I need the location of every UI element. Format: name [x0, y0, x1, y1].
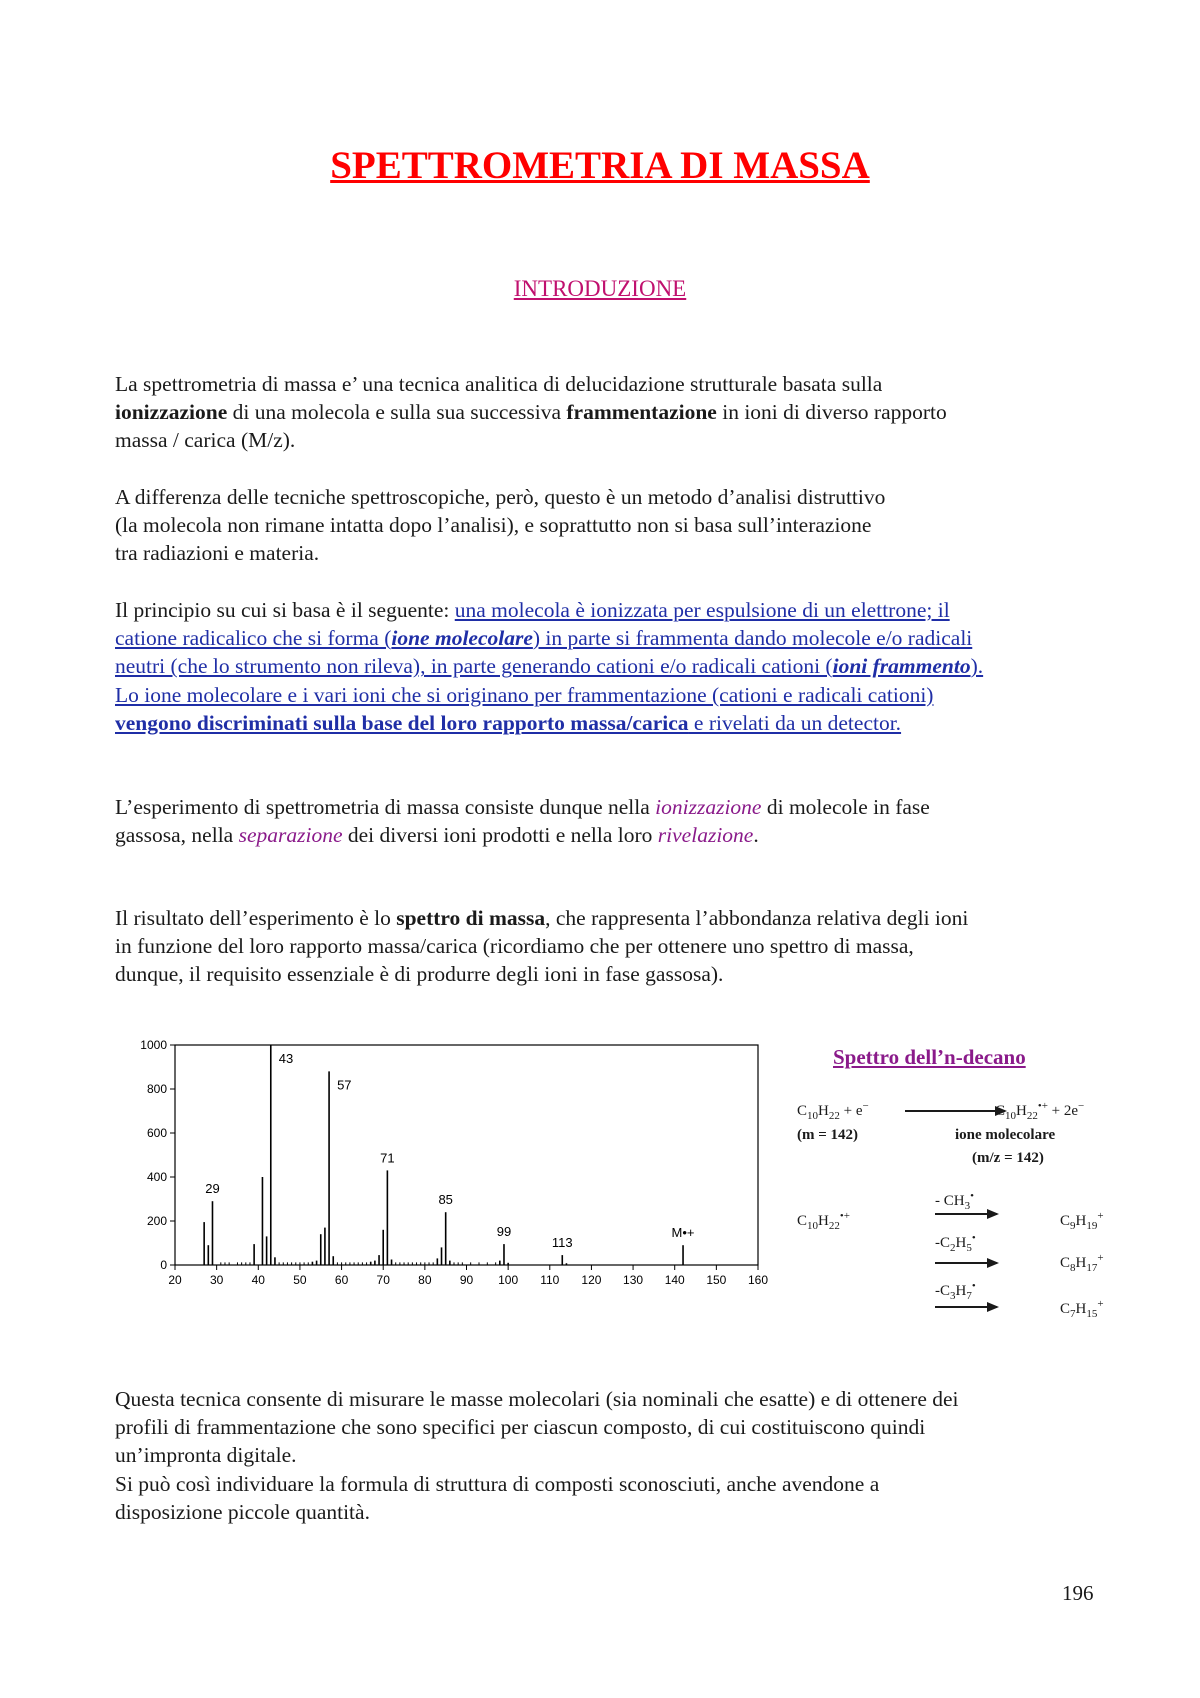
text-line: Il principio su cui si basa è il seguente: una molecola è ionizzata per espulsione di un elettrone; il [115, 598, 950, 622]
text-line: in funzione del loro rapporto massa/carica (ricordiamo che per ottenere uno spettro di massa, [115, 934, 914, 959]
page-number: 196 [1062, 1581, 1094, 1605]
fragment-product: $C_7H_{15}^+$ [1060, 1298, 1104, 1320]
y-tick-label: 0 [160, 1258, 167, 1272]
text-line: un’impronta digitale. [115, 1443, 297, 1468]
x-tick-label: 100 [498, 1273, 519, 1287]
peak-label: 99 [496, 1224, 512, 1240]
text-line: catione radicalico che si forma (ione molecolare) in parte si frammenta dando molecole e/o radicali [115, 626, 973, 651]
x-tick-label: 150 [706, 1273, 727, 1287]
fragment-reactant: $C_{10}H_{22}^{•+}$ [797, 1210, 850, 1232]
peak-label: 71 [380, 1150, 395, 1166]
peak-label: M•+ [671, 1225, 695, 1241]
reaction-arrow [905, 1110, 1005, 1112]
y-tick-label: 800 [146, 1082, 167, 1096]
mz-label: (m/z = 142) [972, 1150, 1044, 1166]
text-line: profili di frammentazione che sono specifici per ciascun composto, di cui costituiscono quindi [115, 1415, 926, 1440]
y-tick-label: 400 [146, 1170, 167, 1184]
paragraph-result [115, 904, 1105, 989]
text-line: tra radiazioni e materia. [115, 541, 320, 566]
section-heading: INTRODUZIONE [513, 276, 687, 301]
y-tick-label: 200 [146, 1214, 167, 1228]
paragraph-applications [115, 1385, 1105, 1526]
text-line: Si può così individuare la formula di struttura di composti sconosciuti, anche avendone a [115, 1471, 880, 1496]
reactant-formula: $C_{10}H_{22} + e^-$ [797, 1100, 869, 1122]
loss-label: $-C_3H_7^•$ [935, 1280, 976, 1302]
text-line: massa / carica (M/z). [115, 428, 296, 453]
text-line: dunque, il requisito essenziale è di produrre degli ioni in fase gassosa). [115, 962, 724, 987]
peak-label: 85 [438, 1192, 453, 1208]
text-line: Il risultato dell’esperimento è lo spettro di massa, che rappresenta l’abbondanza relativa degli ioni [115, 906, 969, 930]
ion-label: ione molecolare [955, 1127, 1056, 1143]
text-line: disposizione piccole quantità. [115, 1499, 370, 1524]
x-tick-label: 40 [251, 1273, 265, 1287]
text-line: ionizzazione di una molecola e sulla sua successiva frammentazione in ioni di diverso rapporto [115, 400, 947, 425]
x-tick-label: 60 [334, 1273, 349, 1287]
x-tick-label: 50 [293, 1273, 307, 1287]
reaction-arrow [935, 1262, 997, 1264]
text-line: Lo ione molecolare e i vari ioni che si originano per frammentazione (cationi e radicali cationi) [115, 682, 934, 707]
fragment-product: $C_8H_{17}^+$ [1060, 1252, 1104, 1274]
scheme-title: Spettro dell’n-decano [833, 1045, 1026, 1069]
x-tick-label: 160 [747, 1273, 769, 1287]
text-line: neutri (che lo strumento non rileva), in parte generando cationi e/o radicali cationi (ioni frammento). [115, 654, 984, 679]
peak-label: 57 [337, 1077, 352, 1093]
text-line: La spettrometria di massa e’ una tecnica analitica di delucidazione strutturale basata sulla [115, 372, 883, 396]
text-line: L’esperimento di spettrometria di massa consiste dunque nella ionizzazione di molecole in fase [115, 795, 930, 819]
mass-spectrum-chart [130, 1040, 780, 1320]
x-tick-label: 140 [664, 1273, 685, 1287]
paragraph-destructive [115, 483, 1105, 568]
x-tick-label: 90 [459, 1273, 474, 1287]
x-tick-label: 110 [540, 1273, 560, 1287]
fragment-product: $C_9H_{19}^+$ [1060, 1210, 1104, 1232]
loss-label: - $CH_3^•$ [935, 1190, 974, 1212]
x-tick-label: 70 [376, 1273, 390, 1287]
y-tick-label: 1000 [140, 1040, 167, 1052]
page-title: SPETTROMETRIA DI MASSA [330, 144, 870, 187]
x-tick-label: 20 [168, 1273, 182, 1287]
reaction-arrow [935, 1213, 997, 1215]
x-tick-label: 80 [418, 1273, 432, 1287]
x-tick-label: 120 [581, 1273, 602, 1287]
paragraph-principle [115, 596, 1105, 737]
peak-label: 29 [205, 1181, 220, 1197]
x-tick-label: 30 [209, 1273, 224, 1287]
x-tick-label: 130 [623, 1273, 644, 1287]
peak-label: 43 [278, 1051, 294, 1066]
paragraph-intro [115, 370, 1105, 455]
reaction-arrow [935, 1306, 997, 1308]
text-line: vengono discriminati sulla base del loro rapporto massa/carica e rivelati da un detector. [115, 710, 902, 735]
text-line: (la molecola non rimane intatta dopo l’analisi), e soprattutto non si basa sull’interazione [115, 513, 872, 538]
text-line: gassosa, nella separazione dei diversi ioni prodotti e nella loro rivelazione. [115, 823, 759, 848]
text-line: A differenza delle tecniche spettroscopiche, però, questo è un metodo d’analisi distruttivo [115, 485, 886, 509]
y-tick-label: 600 [146, 1126, 167, 1140]
paragraph-experiment [115, 793, 1105, 849]
text-line: Questa tecnica consente di misurare le masse molecolari (sia nominali che esatte) e di ottenere dei [115, 1387, 959, 1411]
molecular-mass: (m = 142) [797, 1127, 859, 1143]
product-formula: $C_{10}H_{22}^{•+} + 2e^-$ [995, 1100, 1085, 1122]
peak-label: 113 [551, 1235, 573, 1251]
loss-label: $-C_2H_5^•$ [935, 1232, 976, 1254]
